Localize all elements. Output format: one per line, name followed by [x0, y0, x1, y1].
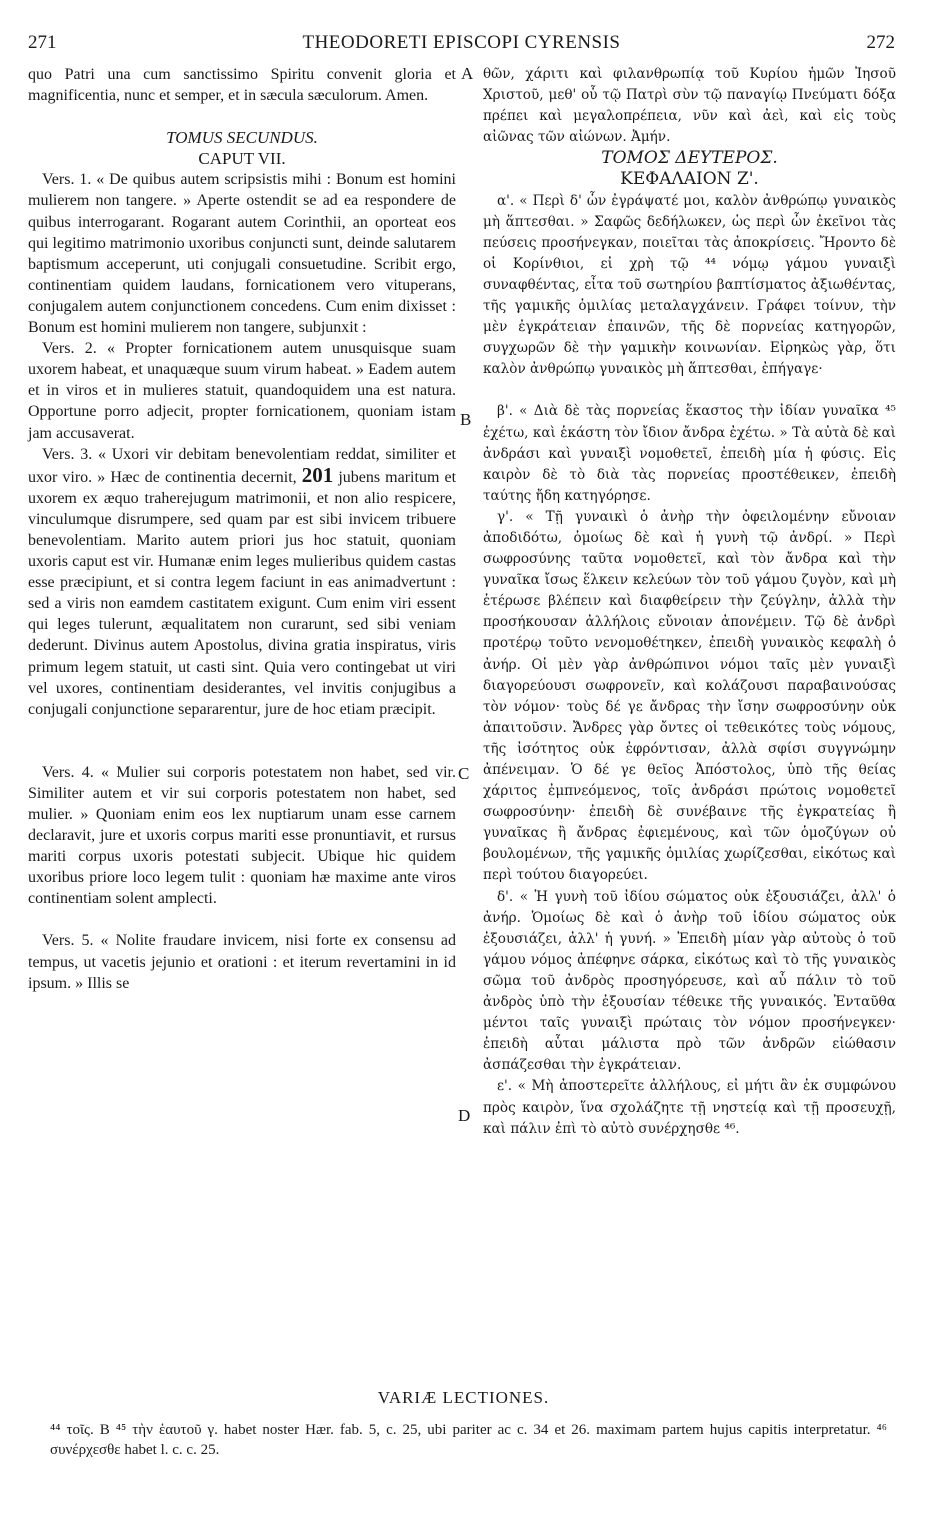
latin-tomus-heading: TOMUS SECUNDUS. [166, 128, 318, 148]
greek-column [483, 64, 896, 1140]
greek-caput-heading: ΚΕΦΑΛΑΙΟΝ Ζ'. [620, 169, 759, 190]
greek-verse-1: α'. « Περὶ δ' ὧν ἐγράψατέ μοι, καλὸν ἀνθρώπῳ γυναικὸς μὴ ἅπτεσθαι. » Σαφῶς δεδήλωκεν, ὡς περὶ ὧν ἐκεῖνοι τὰς πεύσεις προσήνεγκαν, ποιεῖται τὰς ἀποκρίσεις. Ἤροντο δὲ οἱ Κορίνθιοι, εἰ χρὴ τῷ ⁴⁴ νόμῳ γάμου γυναιξὶ συναφθέντας, εἶτα τοῦ σωτηρίου βαπτίσματος ἀξιωθέντας, τῆς γαμικῆς ὁμιλίας μεταλαγχάνειν. Γράφει τοίνυν, τὴν μὲν ἐγκράτειαν ἐπαινῶν, τῆς δὲ πορνείας κατηγορῶν, συγχωρῶν δὲ τὴν γαμικὴν κοινωνίαν. Εἰρηκὼς γὰρ, ὅτι καλὸν ἀνθρώπῳ γυναικὸς μὴ ἅπτεσθαι, ἐπήγαγε· [483, 192, 896, 378]
greek-intro: θῶν, χάριτι καὶ φιλανθρωπίᾳ τοῦ Κυρίου ἡμῶν Ἰησοῦ Χριστοῦ, μεθ' οὗ τῷ Πατρὶ σὺν τῷ παναγίῳ Πνεύματι δόξα πρέπει καὶ μεγαλοπρέπεια, νῦν καὶ ἀεὶ, καὶ εἰς τοὺς αἰῶνας τῶν αἰώνων. Ἀμήν. [483, 66, 896, 146]
latin-verse-2: Vers. 2. « Propter fornicationem autem unusquisque suam uxorem habeat, et unaquæque suum virum habeat. » Eadem autem et in viros et in mulieres statuit, quandoquidem una est natura. Opportune porro adjecit, propter fornicationem, quoniam istam jam accusaverat. [28, 340, 456, 442]
latin-verse-3b: jubens maritum et uxorem ex æquo traherejugum matrimonii, et non alio respicere, vinculumque disrumpere, sed quam par est sibi invicem tribuere benevolentiam. Marito autem priori jus hoc statuit, quoniam uxoris caput est vir. Humanæ enim leges mulieribus quidem castas esse præcipiunt, et si contra legem faciunt in eas animadvertunt : sed a viris non eamdem castitatem exigunt. Cum enim viri essent qui leges tulerunt, æqualitatem non curarunt, sed sibi veniam dederunt. Divinus autem Apostolus, divina gratia inspiratus, viris primum legem statuit, ut casti sint. Quia vero contingebat ut viri vel uxores, continentiam desiderantes, vel invitis conjugibus a conjugali conjunctione separarentur, jure de hoc etiam præcipit. [28, 468, 457, 718]
latin-verse-3 [28, 444, 456, 720]
running-header [28, 32, 895, 62]
greek-verse-2: β'. « Διὰ δὲ τὰς πορνείας ἕκαστος τὴν ἰδίαν γυναῖκα ⁴⁵ ἐχέτω, καὶ ἑκάστη τὸν ἴδιον ἄνδρα ἐχέτω. » Τὰ αὐτὰ δὲ καὶ ἀνδράσι καὶ γυναιξὶ νομοθετεῖ, ἐπειδὴ μία ἡ φύσις. Εἰς καιρὸν δὲ τὸ διὰ τὰς πορνείας προστέθεικεν, ἐπειδὴ ταύτης ἤδη κατηγόρησε. [483, 403, 896, 504]
greek-verse-5: ε'. « Μὴ ἀποστερεῖτε ἀλλήλους, εἰ μήτι ἂν ἐκ συμφώνου πρὸς καιρὸν, ἵνα σχολάζητε τῇ νηστείᾳ καὶ τῇ προσευχῇ, καὶ πάλιν ἐπὶ τὸ αὐτὸ συνέρχησθε ⁴⁶. [483, 1078, 896, 1137]
variae-lectiones-title: VARIÆ LECTIONES. [377, 1388, 550, 1407]
running-title: THEODORETI EPISCOPI CYRENSIS [302, 32, 621, 53]
margin-marker-b: B [460, 410, 472, 429]
greek-tomus-heading: ΤΟΜΟΣ ΔΕΥΤΕΡΟΣ. [601, 148, 778, 169]
latin-verse-5: Vers. 5. « Nolite fraudare invicem, nisi forte ex consensu ad tempus, ut vacetis jejunio et orationi : et iterum revertamini in id ipsum. » Illis se [28, 932, 456, 992]
page-marker-201: 201 [301, 462, 334, 487]
margin-marker-d: D [458, 1106, 471, 1125]
margin-marker-a: A [461, 64, 474, 83]
margin-marker-c: C [458, 764, 470, 783]
latin-verse-3a: Vers. 3. « Uxori vir debitam benevolentiam reddat, similiter et uxor viro. » Hæc de continentia decernit, [28, 445, 456, 486]
greek-verse-4: δ'. « Ἡ γυνὴ τοῦ ἰδίου σώματος οὐκ ἐξουσιάζει, ἀλλ' ὁ ἀνήρ. Ὁμοίως δὲ καὶ ὁ ἀνὴρ τοῦ ἰδίου σώματος οὐκ ἐξουσιάζει, ἀλλ' ἡ γυνή. » Ἐπειδὴ μίαν γὰρ αὐτοὺς ὁ τοῦ γάμου νόμος ἀπέφηνε σάρκα, εἰκότως καὶ τὸ τῆς γυναικὸς σῶμα τοῦ ἀνδρὸς προσηγόρευσε, καὶ αὖ πάλιν τὸ τοῦ ἀνδρὸς ὑπὸ τὴν ἐξουσίαν τέθεικε τῆς γυναικός. Ἐνταῦθα μέντοι ταῖς γυναιξὶ πρώταις τὸν νόμον προσήνεγκεν· ἐπειδὴ αὗται μάλιστα πρὸ τῶν ἀνδρῶν εἰώθασιν ἀσπάζεσθαι τὴν ἐγκράτειαν. [483, 888, 896, 1074]
page-number-right: 272 [866, 32, 895, 53]
variae-lectiones-text: ⁴⁴ τοῖς. B ⁴⁵ τὴν ἑαυτοῦ γ. habet noster Hær. fab. 5, c. 25, ubi pariter ac c. 34 et 26. maximam partem hujus capitis interpretatur. ⁴⁶ συνέρχεσθε habet l. c. c. 25. [50, 1422, 887, 1458]
latin-column [28, 64, 456, 994]
latin-verse-4: Vers. 4. « Mulier sui corporis potestatem non habet, sed vir. Similiter autem et vir sui corporis potestatem non habet, sed mulier. » Quoniam enim eos lex nuptiarum unam esse carnem declaravit, jure et uxoris corpus mariti esse pronuntiavit, et rursus mariti corpus uxoris potestati subjecit. Ubique hic quidem uxoribus priore loco legem tulit : quoniam hæ maxime ante viros continentiam solent amplecti. [28, 763, 456, 908]
latin-verse-1: Vers. 1. « De quibus autem scripsistis mihi : Bonum est homini mulierem non tangere. » Aperte ostendit se ad ea respondere de quibus interrogarant. Rogarant autem Corinthii, an oporteat eos qui legitimo matrimonio uxoribus conjuncti sunt, deinde salutarem baptismum acceperunt, uti conjugali consuetudine. Scribit ergo, continentiam quidem laudans, fornicationem vero vituperans, conjugalem autem conjunctionem concedens. Cum enim dixisset : Bonum est homini mulierem non tangere, subjunxit : [28, 171, 456, 337]
greek-verse-3: γ'. « Τῇ γυναικὶ ὁ ἀνὴρ τὴν ὀφειλομένην εὔνοιαν ἀποδιδότω, ὁμοίως δὲ καὶ ἡ γυνὴ τῷ ἀνδρί. » Περὶ σωφροσύνης ταῦτα νομοθετεῖ, καὶ τὸν ἄνδρα καὶ τὴν γυναῖκα ἴσως ἕλκειν κελεύων τὸν τοῦ γάμου ζυγὸν, καὶ μὴ ἑτέρωσε βλέπειν καὶ διαφθείρειν τὴν ζεύγλην, ἀλλὰ τὴν προσήκουσαν ἀλλήλοις εὔνοιαν ἀπονέμειν. Τῷ δὲ ἀνδρὶ προτέρῳ τοῦτο νενομοθέτηκεν, ἐπειδὴ γυναικὸς κεφαλὴ ὁ ἀνήρ. Οἱ μὲν γὰρ ἀνθρώπινοι νόμοι ταῖς μὲν γυναιξὶ διαγορεύουσι σωφρονεῖν, καὶ κολάζουσι παραβαινούσας τὸν νόμον· τοὺς δέ γε ἄνδρας τὴν ἴσην σωφροσύνην οὐκ ἀπαιτοῦσιν. Ἄνδρες γὰρ ὄντες οἱ τεθεικότες τοὺς νόμους, τῆς ἰσότητος οὐκ ἐφρόντισαν, ἀλλὰ σφίσι συγγνώμην ἀπένειμαν. Ὁ δέ γε θεῖος Ἀπόστολος, ὑπὸ τῆς θείας χάριτος ἐμπνεόμενος, τοῖς ἀνδράσι πρώτοις νομοθετεῖ σωφροσύνην· ἐπειδὴ δὲ συνέβαινε τῆς ἐγκρατείας ἢ γυναῖκας ἢ ἄνδρας ἐφιεμένους, καὶ τῶν ὁμοζύγων οὐ βουλομένων, τῆς γαμικῆς ὁμιλίας χωρίζεσθαι, εἰκότως καὶ περὶ τούτου διαγορεύει. [483, 508, 896, 884]
latin-caput-heading: CAPUT VII. [198, 149, 286, 169]
latin-intro: quo Patri una cum sanctissimo Spiritu convenit gloria et magnificentia, nunc et semper, et in sæcula sæculorum. Amen. [28, 66, 456, 105]
page-number-left: 271 [28, 32, 57, 53]
